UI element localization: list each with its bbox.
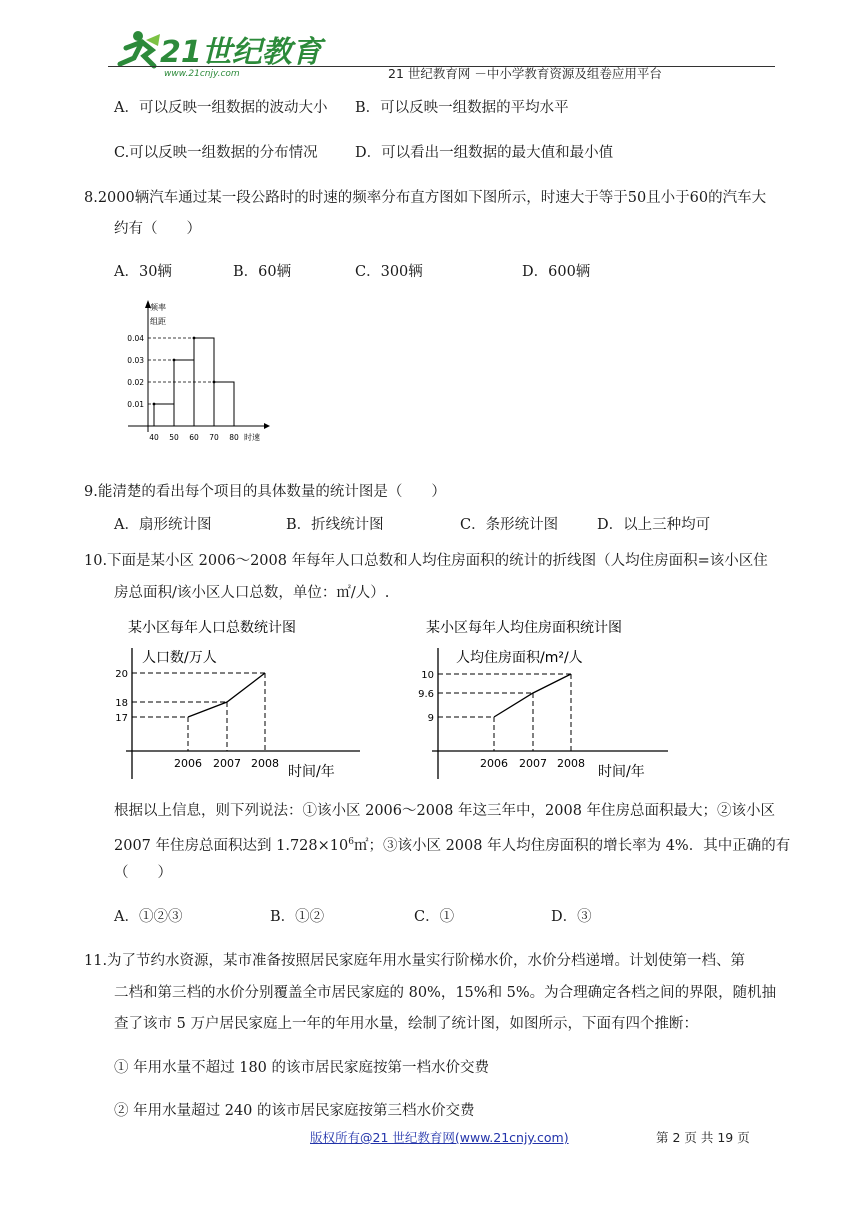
y-tick-label: 9.6 — [418, 689, 434, 700]
y-axis-label: 人均住房面积/m²/人 — [456, 650, 583, 666]
runner-icon — [120, 31, 160, 66]
q7-option-c: C.可以反映一组数据的分布情况 — [114, 145, 318, 161]
q11-item1: ① 年用水量不超过 180 的该市居民家庭按第一档水价交费 — [114, 1060, 490, 1076]
chart-title: 某小区每年人均住房面积统计图 — [426, 620, 622, 636]
bar-corner-dot — [193, 337, 196, 340]
population-line-chart — [112, 614, 362, 786]
chart-title: 某小区每年人口总数统计图 — [128, 620, 296, 636]
y-tick-label: 17 — [115, 713, 128, 724]
q8-option-a: A．30辆 — [114, 264, 172, 280]
x-tick-label: 60 — [189, 433, 199, 442]
x-axis-label: 时间/年 — [598, 764, 645, 780]
y-axis-label: 人口数/万人 — [142, 650, 217, 666]
q10-option-c: C．① — [414, 909, 455, 925]
q7-option-a: A．可以反映一组数据的波动大小 — [114, 100, 328, 116]
x-axis-arrow — [264, 423, 270, 429]
q11-stem-line2: 二档和第三档的水价分别覆盖全市居民家庭的 80%，15%和 5%。为合理确定各档之间的界限，随机抽 — [114, 985, 777, 1001]
histogram-bar — [154, 404, 174, 426]
q10-text-line3: （ ） — [114, 865, 172, 881]
x-axis-label: 时速 — [244, 433, 260, 442]
x-axis-label: 时间/年 — [288, 764, 335, 780]
y-tick-label: 0.01 — [127, 400, 144, 409]
q9-stem: 9.能清楚的看出每个项目的具体数量的统计图是（ ） — [84, 484, 446, 500]
q9-option-a: A．扇形统计图 — [114, 517, 212, 533]
y-tick-label: 0.02 — [127, 378, 144, 387]
histogram-bar — [174, 360, 194, 426]
q7-option-b: B．可以反映一组数据的平均水平 — [355, 100, 569, 116]
q9-option-d: D．以上三种均可 — [597, 517, 711, 533]
q9-option-c: C．条形统计图 — [460, 517, 559, 533]
x-tick-label: 70 — [209, 433, 219, 442]
site-logo — [108, 26, 322, 80]
q8-stem-line1: 8.2000辆汽车通过某一段公路时的时速的频率分布直方图如下图所示，时速大于等于50且小于60的汽车大 — [84, 190, 767, 206]
q8-option-c: C．300辆 — [355, 264, 423, 280]
area-line-chart — [410, 614, 670, 786]
y-tick-label: 0.04 — [127, 334, 144, 343]
bar-corner-dot — [213, 381, 216, 384]
footer-copyright-link[interactable]: 版权所有@21 世纪教育网(www.21cnjy.com) — [310, 1130, 569, 1145]
q11-stem-line3: 查了该市 5 万户居民家庭上一年的年用水量，绘制了统计图，如图所示，下面有四个推断： — [114, 1016, 698, 1032]
x-tick-label: 2006 — [174, 757, 202, 770]
footer-page-number: 第 2 页 共 19 页 — [656, 1130, 750, 1145]
q11-item2: ② 年用水量超过 240 的该市居民家庭按第三档水价交费 — [114, 1103, 475, 1119]
q10-text-line2: 2007 年住房总面积达到 $1.728\times 10^6㎡$；③该小区 2008 年人均住房面积的增长率为 4%．其中正确的有 — [114, 837, 791, 854]
histogram-bar — [214, 382, 234, 426]
x-tick-label: 2007 — [213, 757, 241, 770]
x-tick-label: 2008 — [251, 757, 279, 770]
q9-option-b: B．折线统计图 — [286, 517, 384, 533]
x-tick-label: 50 — [169, 433, 179, 442]
x-tick-label: 2007 — [519, 757, 547, 770]
y-tick-label: 0.03 — [127, 356, 144, 365]
q10-option-b: B．①② — [270, 909, 325, 925]
q7-option-d: D．可以看出一组数据的最大值和最小值 — [355, 145, 614, 161]
q8-stem-line2: 约有（ ） — [114, 221, 201, 237]
x-tick-label: 2008 — [557, 757, 585, 770]
x-tick-label: 80 — [229, 433, 239, 442]
q11-stem-line1: 11.为了节约水资源，某市准备按照居民家庭年用水量实行阶梯水价，水价分档递增。计划使第一档、第 — [84, 953, 746, 969]
q10-stem-line1: 10.下面是某小区 2006～2008 年每年人口总数和人均住房面积的统计的折线图（人均住房面积=该小区住 — [84, 553, 768, 569]
bar-corner-dot — [173, 359, 176, 362]
y-axis-label-bottom: 组距 — [150, 317, 166, 326]
x-tick-label: 40 — [149, 433, 159, 442]
q10-stem-line2: 房总面积/该小区人口总数，单位：㎡/人）. — [114, 585, 390, 601]
logo-title: 21世纪教育 — [160, 35, 322, 70]
x-tick-label: 2006 — [480, 757, 508, 770]
q10-option-a: A．①②③ — [114, 909, 183, 925]
y-tick-label: 20 — [115, 669, 128, 680]
logo-url: www.21cnjy.com — [164, 69, 240, 79]
header-site-name: 21 世纪教育网 －中小学教育资源及组卷应用平台 — [388, 66, 662, 81]
y-tick-label: 9 — [427, 713, 434, 724]
bar-corner-dot — [153, 403, 156, 406]
q8-option-d: D．600辆 — [522, 264, 591, 280]
y-axis-label-top: 频率 — [150, 303, 166, 312]
y-tick-label: 18 — [115, 698, 128, 709]
frequency-histogram — [112, 296, 272, 446]
y-tick-label: 10 — [421, 670, 434, 681]
q10-option-d: D．③ — [551, 909, 592, 925]
q10-text-line1: 根据以上信息，则下列说法：①该小区 2006～2008 年这三年中，2008 年住房总面积最大；②该小区 — [114, 803, 776, 819]
q8-option-b: B．60辆 — [233, 264, 292, 280]
